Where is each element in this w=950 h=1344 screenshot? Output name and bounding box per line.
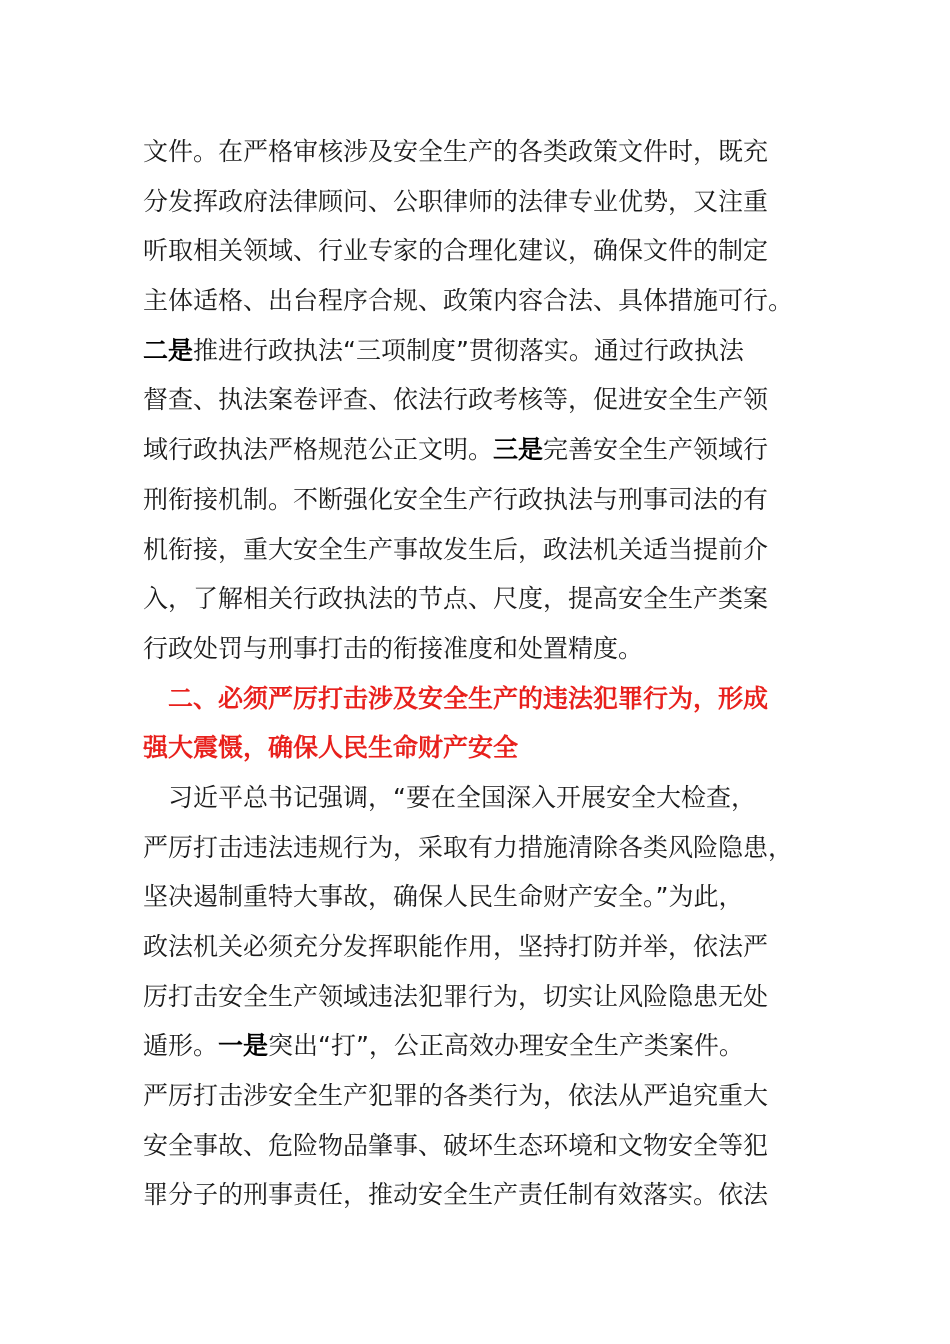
text-line (143, 823, 823, 873)
text-span: 行政处罚与刑事打击的衔接准度和处置精度。 (143, 633, 644, 663)
text-span: 分发挥政府法律顾问、公职律师的法律专业优势，又注重 (143, 186, 769, 216)
text-line (143, 872, 823, 922)
text-line (143, 525, 823, 575)
heading-line (143, 723, 823, 773)
paragraph-continuation (143, 127, 823, 674)
text-span: 罪分子的刑事责任，推动安全生产责任制有效落实。依法 (143, 1180, 769, 1210)
text-span: 完善安全生产领域行 (543, 435, 769, 465)
text-line (143, 1121, 823, 1171)
text-span: 坚决遏制重特大事故，确保人民生命财产安全。”为此， (143, 882, 744, 912)
heading-line (143, 674, 823, 724)
text-span: 刑衔接机制。不断强化安全生产行政执法与刑事司法的有 (143, 484, 769, 514)
text-line (143, 1071, 823, 1121)
text-line (143, 177, 823, 227)
text-span: 政法机关必须充分发挥职能作用，坚持打防并举，依法严 (143, 932, 769, 961)
text-span: 域行政执法严格规范公正文明。 (143, 435, 494, 465)
text-span: 严厉打击违法违规行为，采取有力措施清除各类风险隐患， (143, 832, 794, 862)
text-span: 安全事故、危险物品肇事、破坏生态环境和文物安全等犯 (143, 1130, 769, 1160)
text-line (143, 276, 823, 326)
text-line (143, 1021, 823, 1071)
text-span: 推进行政执法“三项制度”贯彻落实。通过行政执法 (193, 335, 744, 365)
text-line (143, 1170, 823, 1220)
text-span: 主体适格、出台程序合规、政策内容合法、具体措施可行。 (143, 286, 794, 316)
text-span: 入，了解相关行政执法的节点、尺度，提高安全生产类案 (143, 584, 769, 614)
text-span: 突出“打”，公正高效办理安全生产类案件。 (268, 1031, 744, 1061)
heading-text: 二、必须严厉打击涉及安全生产的违法犯罪行为，形成 (168, 683, 769, 713)
text-span: 遁形。 (143, 1031, 219, 1061)
bold-lead: 一是 (218, 1031, 269, 1061)
section-heading (143, 674, 823, 773)
text-line (143, 226, 823, 276)
bold-lead: 二是 (143, 335, 194, 365)
text-line (143, 574, 823, 624)
text-line (143, 127, 823, 177)
paragraph (143, 773, 823, 1220)
text-line (143, 375, 823, 425)
text-span: 听取相关领域、行业专家的合理化建议，确保文件的制定 (143, 236, 769, 266)
text-line (143, 972, 823, 1022)
text-line (143, 326, 823, 376)
text-span: 机衔接，重大安全生产事故发生后，政法机关适当提前介 (143, 534, 769, 564)
text-line (143, 773, 823, 823)
text-line (143, 425, 823, 475)
text-span: 厉打击安全生产领域违法犯罪行为，切实让风险隐患无处 (143, 981, 769, 1011)
text-line (143, 624, 823, 674)
text-span: 严厉打击涉安全生产犯罪的各类行为，依法从严追究重大 (143, 1081, 769, 1111)
text-span: 习近平总书记强调，“要在全国深入开展安全大检查， (168, 782, 756, 812)
text-span: 文件。在严格审核涉及安全生产的各类政策文件时，既充 (143, 137, 769, 166)
heading-text: 强大震慑，确保人民生命财产安全 (143, 733, 519, 763)
text-line (143, 922, 823, 972)
bold-lead: 三是 (493, 435, 544, 465)
text-line (143, 475, 823, 525)
text-span: 督查、执法案卷评查、依法行政考核等，促进安全生产领 (143, 385, 769, 415)
document-body (143, 127, 823, 1220)
